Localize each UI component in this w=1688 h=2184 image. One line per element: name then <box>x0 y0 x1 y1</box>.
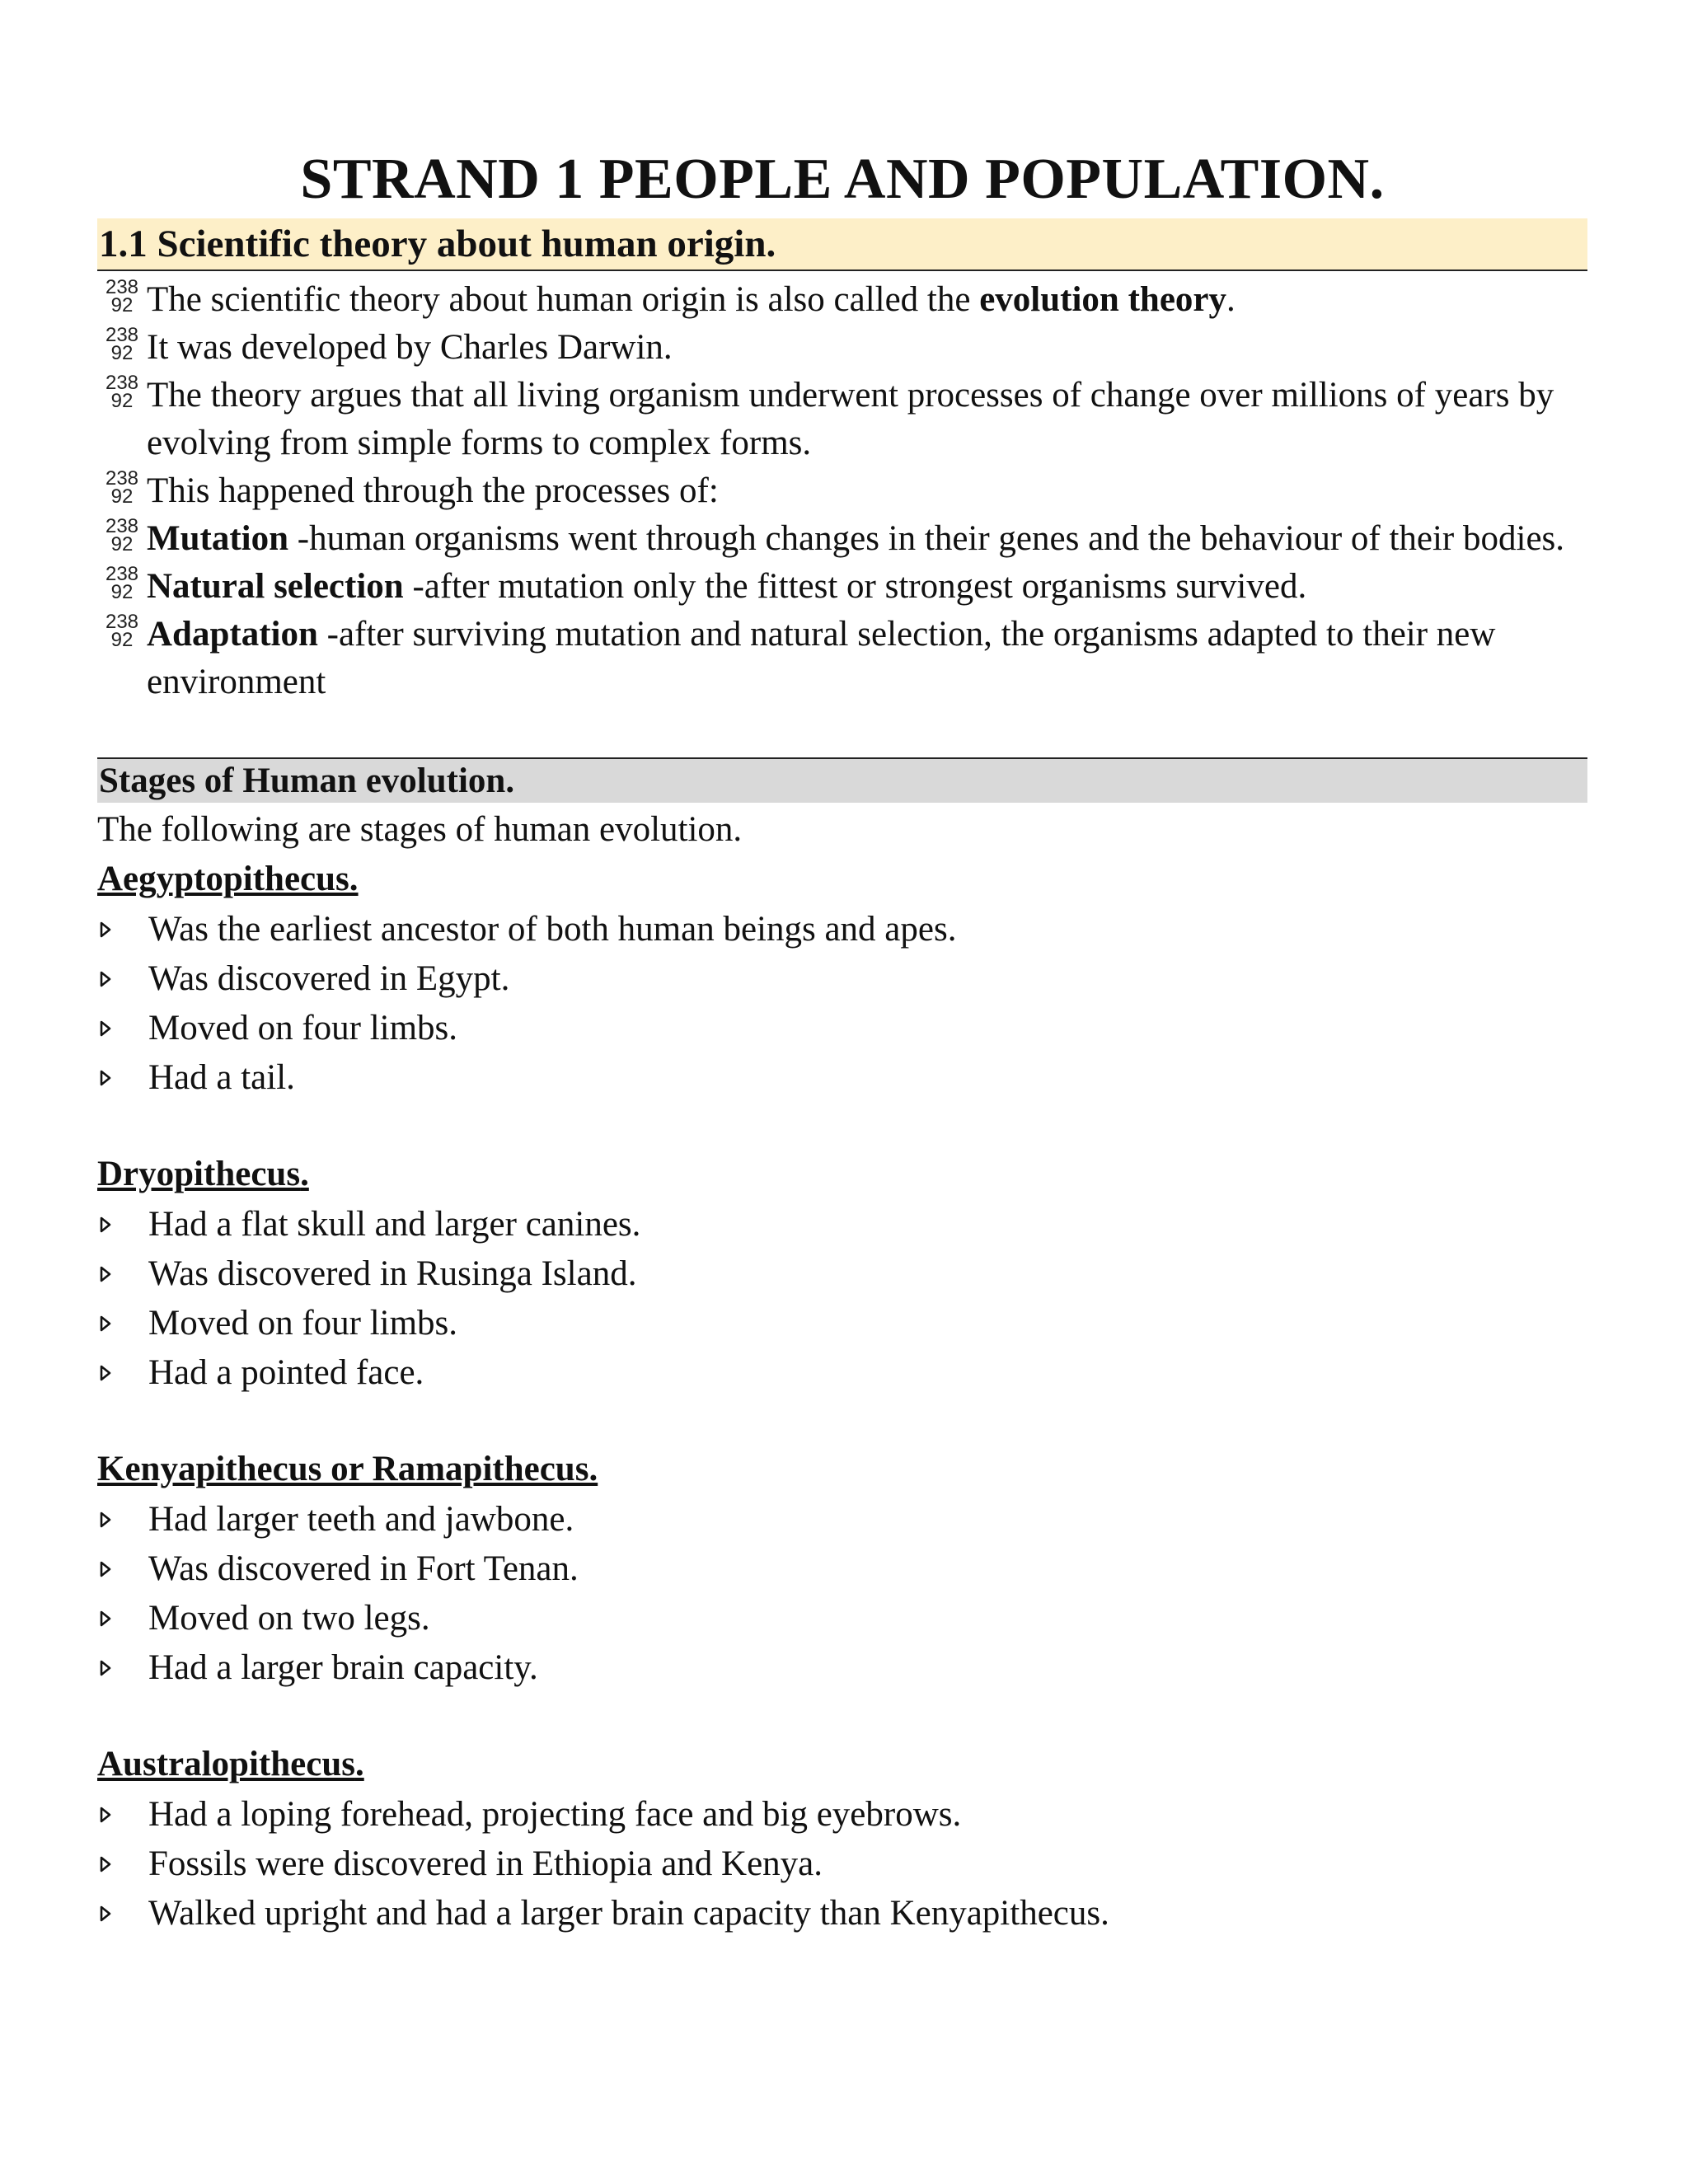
arrow-outline-icon <box>97 1544 148 1594</box>
marker-bottom: 92 <box>110 342 134 364</box>
list-item <box>97 1200 1587 1249</box>
stage-name: Aegyptopithecus. <box>97 860 359 898</box>
stage-heading <box>97 1741 1587 1788</box>
nuclide-marker-icon <box>97 515 147 555</box>
theory-sentence: This happened through the processes of: <box>147 471 719 510</box>
arrow-outline-icon <box>97 1053 148 1103</box>
theory-list-item <box>97 372 1587 467</box>
list-item <box>97 905 1587 954</box>
theory-list-item <box>97 515 1587 563</box>
theory-item-text <box>147 372 1587 467</box>
stage-name: Australopithecus <box>97 1745 355 1783</box>
list-item <box>97 1495 1587 1544</box>
theory-sentence: The theory argues that all living organism underwent processes of change over millions of years by evolving from simple forms to complex forms. <box>147 376 1554 462</box>
list-item <box>97 1004 1587 1053</box>
theory-list-item <box>97 563 1587 611</box>
theory-item-text <box>147 515 1587 563</box>
nuclide-marker-icon <box>97 467 147 508</box>
nuclide-marker-icon <box>97 326 147 363</box>
theory-term: Mutation <box>147 519 288 558</box>
stage-point-text: Moved on four limbs. <box>148 1304 458 1343</box>
stage-name: Dryopithecus <box>97 1155 301 1193</box>
nuclide-marker-icon <box>97 613 147 649</box>
stage-trail: . <box>300 1155 309 1193</box>
stage-point-text: Was discovered in Fort Tenan. <box>148 1549 579 1588</box>
stage-point-text: Was the earliest ancestor of both human beings and apes. <box>148 910 957 949</box>
theory-list <box>97 276 1587 706</box>
theory-sentence: -human organisms went through changes in their genes and the behaviour of their bodies. <box>288 519 1565 558</box>
marker-top: 238 <box>105 324 139 346</box>
theory-item-text <box>147 276 1587 324</box>
theory-sentence: -after surviving mutation and natural selection, the organisms adapted to their new environment <box>147 615 1496 701</box>
theory-item-text <box>147 467 1587 515</box>
stage-point-text: Had a tail. <box>148 1058 295 1097</box>
arrow-outline-icon <box>97 954 148 1004</box>
marker-bottom: 92 <box>110 390 134 412</box>
theory-list-item <box>97 324 1587 372</box>
theory-list-item <box>97 467 1587 515</box>
list-item <box>97 954 1587 1004</box>
stage-point-text: Had a larger brain capacity. <box>148 1648 538 1687</box>
stage-point-text: Fossils were discovered in Ethiopia and Kenya. <box>148 1844 823 1883</box>
marker-bottom: 92 <box>110 581 134 603</box>
marker-top: 238 <box>105 563 139 585</box>
arrow-outline-icon <box>97 1249 148 1299</box>
theory-item-text <box>147 611 1587 706</box>
stages-container <box>97 855 1587 1938</box>
theory-sentence: It was developed by Charles Darwin. <box>147 328 673 367</box>
theory-term: Natural selection <box>147 567 404 606</box>
arrow-outline-icon <box>97 1594 148 1643</box>
theory-punctuation: . <box>1226 280 1236 319</box>
stage-block <box>97 855 1587 1103</box>
arrow-outline-icon <box>97 1004 148 1053</box>
stage-point-text: Was discovered in Egypt. <box>148 959 510 998</box>
arrow-outline-icon <box>97 1643 148 1693</box>
list-item <box>97 1643 1587 1693</box>
stage-point-text: Moved on two legs. <box>148 1599 430 1638</box>
theory-list-item <box>97 611 1587 706</box>
marker-bottom: 92 <box>110 533 134 555</box>
list-item <box>97 1889 1587 1938</box>
list-item <box>97 1790 1587 1840</box>
arrow-outline-icon <box>97 1495 148 1544</box>
list-item <box>97 1840 1587 1889</box>
stage-points <box>97 1200 1587 1398</box>
stage-heading <box>97 1151 1587 1198</box>
nuclide-marker-icon <box>97 374 147 410</box>
stage-point-text: Had a pointed face. <box>148 1353 424 1392</box>
arrow-outline-icon <box>97 905 148 954</box>
nuclide-marker-icon <box>97 565 147 602</box>
marker-top: 238 <box>105 372 139 394</box>
stage-heading <box>97 1446 1587 1493</box>
theory-sentence: The scientific theory about human origin is also called the <box>147 280 980 319</box>
stage-point-text: Had a flat skull and larger canines. <box>148 1205 641 1244</box>
stage-points <box>97 1495 1587 1693</box>
theory-item-text <box>147 563 1587 611</box>
stage-point-text: Had larger teeth and jawbone. <box>148 1500 574 1539</box>
arrow-outline-icon <box>97 1790 148 1840</box>
page-title: STRAND 1 PEOPLE AND POPULATION. <box>300 148 1385 211</box>
marker-bottom: 92 <box>110 629 134 651</box>
stage-point-text: Walked upright and had a larger brain capacity than Kenyapithecus. <box>148 1894 1109 1933</box>
arrow-outline-icon <box>97 1200 148 1249</box>
stage-point-text: Had a loping forehead, projecting face and big eyebrows. <box>148 1795 962 1834</box>
section-heading-stages: Stages of Human evolution. <box>97 757 1587 803</box>
stages-intro: The following are stages of human evolution. <box>97 810 743 849</box>
marker-top: 238 <box>105 276 139 298</box>
section-heading-scientific-theory: 1.1 Scientific theory about human origin. <box>97 218 1587 271</box>
arrow-outline-icon <box>97 1840 148 1889</box>
stage-heading <box>97 855 1587 903</box>
stage-trail: . <box>354 1745 364 1783</box>
theory-item-text <box>147 324 1587 372</box>
theory-sentence: -after mutation only the fittest or strongest organisms survived. <box>403 567 1307 606</box>
nuclide-marker-icon <box>97 276 147 316</box>
arrow-outline-icon <box>97 1348 148 1398</box>
marker-top: 238 <box>105 515 139 537</box>
arrow-outline-icon <box>97 1299 148 1348</box>
marker-bottom: 92 <box>110 294 134 316</box>
stage-points <box>97 905 1587 1103</box>
marker-top: 238 <box>105 467 139 490</box>
stage-block <box>97 1151 1587 1398</box>
theory-emphasis: evolution theory <box>979 280 1227 319</box>
list-item <box>97 1299 1587 1348</box>
marker-bottom: 92 <box>110 485 134 508</box>
arrow-outline-icon <box>97 1889 148 1938</box>
stage-name: Kenyapithecus or Ramapithecus. <box>97 1450 598 1488</box>
stage-point-text: Was discovered in Rusinga Island. <box>148 1254 637 1293</box>
list-item <box>97 1348 1587 1398</box>
list-item <box>97 1594 1587 1643</box>
list-item <box>97 1544 1587 1594</box>
theory-term: Adaptation <box>147 615 318 654</box>
stage-block <box>97 1446 1587 1693</box>
theory-list-item <box>97 276 1587 324</box>
stage-point-text: Moved on four limbs. <box>148 1009 458 1047</box>
marker-top: 238 <box>105 611 139 633</box>
stage-points <box>97 1790 1587 1938</box>
list-item <box>97 1053 1587 1103</box>
list-item <box>97 1249 1587 1299</box>
stage-block <box>97 1741 1587 1938</box>
